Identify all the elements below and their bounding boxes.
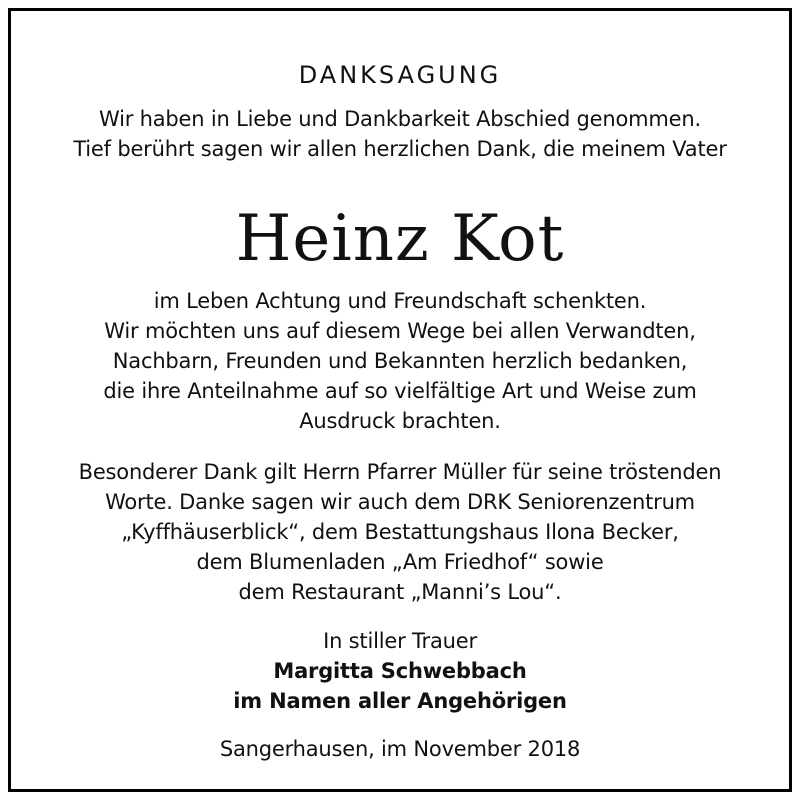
mourning-phrase: In stiller Trauer	[323, 629, 477, 653]
notice-title: DANKSAGUNG	[298, 61, 502, 89]
intro-line: Wir haben in Liebe und Dankbarkeit Abschied genommen.	[99, 107, 701, 131]
deceased-name: Heinz Kot	[235, 202, 565, 276]
intro-line: Tief berührt sagen wir allen herzlichen Dank, die meinem Vater	[73, 137, 727, 161]
obituary-notice	[8, 8, 792, 792]
signatory-name: Margitta Schwebbach	[273, 659, 527, 683]
paragraph2-line: „Kyffhäuserblick“, dem Bestattungshaus Ilona Becker,	[121, 520, 679, 544]
paragraph2-line: dem Restaurant „Manni’s Lou“.	[238, 580, 562, 604]
paragraph1-line: Nachbarn, Freunden und Bekannten herzlich bedanken,	[112, 349, 688, 373]
paragraph2-line: Worte. Danke sagen wir auch dem DRK Seniorenzentrum	[105, 490, 695, 514]
paragraph1-line: Ausdruck brachten.	[299, 409, 501, 433]
signatory-note: im Namen aller Angehörigen	[233, 689, 567, 713]
paragraph1-line: die ihre Anteilnahme auf so vielfältige Art und Weise zum	[103, 379, 697, 403]
paragraph1-line: im Leben Achtung und Freundschaft schenkten.	[153, 289, 647, 313]
paragraph1-line: Wir möchten uns auf diesem Wege bei allen Verwandten,	[104, 319, 696, 343]
paragraph2-line: dem Blumenladen „Am Friedhof“ sowie	[196, 550, 604, 574]
paragraph2-line: Besonderer Dank gilt Herrn Pfarrer Müller für seine tröstenden	[78, 460, 722, 484]
place-date: Sangerhausen, im November 2018	[219, 737, 581, 761]
